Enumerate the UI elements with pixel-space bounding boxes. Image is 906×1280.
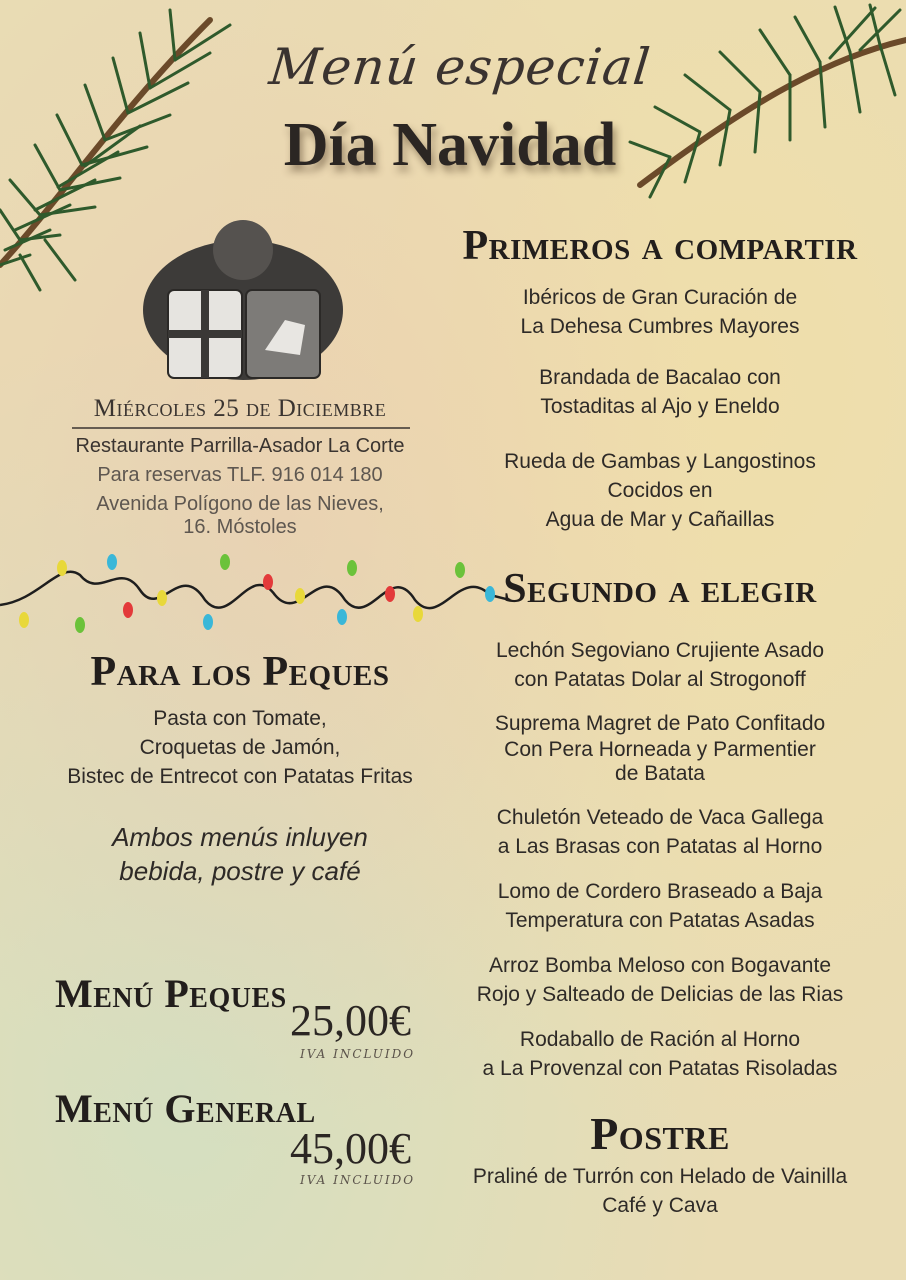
segundo-item: Chuletón Veteado de Vaca Gallega a Las Brasas con Patatas al Horno xyxy=(496,806,824,858)
postre-item: Praliné de Turrón con Helado de Vainilla xyxy=(472,1165,848,1188)
segundo-item: Arroz Bomba Meloso con Bogavante Rojo y Salteado de Delicias de las Rias xyxy=(476,954,844,1006)
segundo-item: Lechón Segoviano Crujiente Asado con Patatas Dolar al Strogonoff xyxy=(495,639,825,691)
postre-item: Café y Cava xyxy=(602,1194,718,1217)
segundo-item: Lomo de Cordero Braseado a Baja Temperatura con Patatas Asadas xyxy=(497,880,823,932)
segundo-heading: Segundo a elegir xyxy=(503,566,817,612)
menu-peques-label: Menú Peques xyxy=(55,971,287,1016)
main-title: Día Navidad xyxy=(283,111,617,179)
includes-note: Ambos menús inluyen bebida, postre y café xyxy=(112,822,368,886)
postre-heading: Postre xyxy=(590,1108,730,1159)
restaurant-name: Restaurante Parrilla-Asador La Corte xyxy=(75,435,405,457)
address-line-1: Avenida Polígono de las Nieves, xyxy=(96,493,384,515)
primeros-item: Brandada de Bacalao con Tostaditas al Ajo y Eneldo xyxy=(539,366,781,418)
peques-item: Pasta con Tomate, xyxy=(153,707,327,730)
postre-list xyxy=(455,1162,865,1220)
menu-general-iva: IVA INCLUIDO xyxy=(300,1173,416,1187)
primeros-item: Rueda de Gambas y Langostinos Cocidos en Agua de Mar y Cañaillas xyxy=(504,450,816,531)
menu-peques-iva: IVA INCLUIDO xyxy=(300,1047,416,1061)
menu-general-label: Menú General xyxy=(55,1086,316,1131)
primeros-item: Ibéricos de Gran Curación de La Dehesa Cumbres Mayores xyxy=(520,286,800,338)
event-date: Miércoles 25 de Diciembre xyxy=(93,395,387,422)
reservation-phone: Para reservas TLF. 916 014 180 xyxy=(97,464,383,486)
menu-peques-price: 25,00€ xyxy=(290,996,411,1045)
peques-item: Bistec de Entrecot con Patatas Fritas xyxy=(67,765,413,788)
peques-item: Croquetas de Jamón, xyxy=(139,736,341,759)
primeros-heading: Primeros a compartir xyxy=(462,223,858,269)
peques-heading: Para los Peques xyxy=(90,649,390,695)
address-line-2: 16. Móstoles xyxy=(183,516,297,538)
segundo-item: Rodaballo de Ración al Horno a La Provenzal con Patatas Risoladas xyxy=(482,1028,838,1080)
menu-general-price: 45,00€ xyxy=(290,1124,411,1173)
segundo-list xyxy=(455,636,865,1083)
script-title: Menú especial xyxy=(266,38,654,96)
peques-list xyxy=(40,704,440,791)
primeros-list xyxy=(455,283,865,534)
segundo-item: Suprema Magret de Pato Confitado Con Pera Horneada y Parmentier de Batata xyxy=(494,712,826,785)
